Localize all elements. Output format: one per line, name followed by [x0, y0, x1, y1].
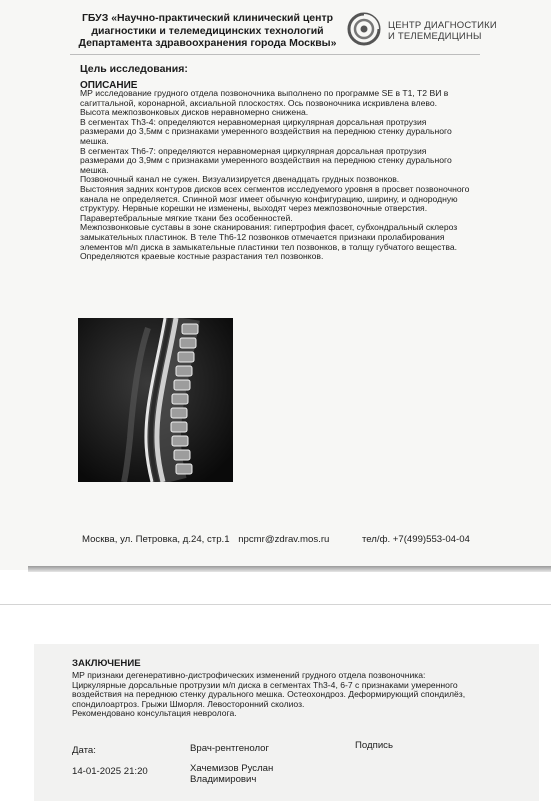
description-paragraph: Позвоночный канал не сужен. Визуализируется двенадцать грудных позвонков.: [80, 174, 400, 185]
ctd-logo-icon: [347, 12, 381, 46]
date-label: Дата:: [72, 745, 96, 756]
description-paragraph: Высота межпозвонковых дисков неравномерно снижена.: [80, 107, 309, 118]
page-separator: [0, 604, 551, 605]
doctor-name-line: Хачемизов Руслан: [190, 763, 274, 774]
conclusion-paragraph: МР признаки дегенеративно-дистрофических изменений грудного отдела позвоночника:: [72, 670, 426, 680]
org-line: ГБУЗ «Научно-практический клинический центр: [81, 12, 334, 24]
logo-text: [388, 20, 528, 42]
conclusion-paragraph: Рекомендовано консультация невролога.: [72, 708, 237, 719]
signature-label: Подпись: [355, 740, 393, 751]
description-paragraph: МР исследование грудного отдела позвоночника выполнено по программе SE в T1, T2 ВИ в сагиттальной, коронарной, аксиальной плоскостях. Ось позвоночника искривлена влево.: [80, 88, 449, 108]
description-paragraph: В сегментах Th6-7: определяются неравномерная циркулярная дорсальная протрузия размерами до 3,9мм с признаками умеренного воздействия на переднюю стенку дурального мешка.: [80, 145, 452, 175]
header-divider: [70, 54, 480, 55]
page-edge-shadow: [28, 566, 551, 572]
description-paragraph: Межпозвонковые суставы в зоне сканирования: гипертрофия фасет, субхондральный склероз замыкательных пластинок. В теле Th6-12 позвонков отмечается признаки пролабирования элементов м/п диска в замыкательные пластинки тел позвонков, в толщу губчатого вещества.: [80, 222, 458, 252]
description-paragraph: Определяются краевые костные разрастания тел позвонков.: [80, 251, 324, 262]
description-paragraph: Выстояния задних контуров дисков всех сегментов исследуемого уровня в просвет позвоночного канала не определяется. Спинной мозг имеет обычную конфигурацию, ширину, и однородную структуру. Нервные корешки не изменены, выходят через межпозвоночные отверстия. Паравертебральные мягкие ткани без особенностей.: [80, 183, 470, 223]
description-body: [80, 89, 472, 262]
org-line: диагностики и телемедицинских технологий: [91, 24, 324, 37]
org-line: Департамента здравоохранения города Москвы»: [78, 37, 337, 49]
doctor-role: Врач-рентгенолог: [190, 743, 270, 754]
footer-contacts: [82, 534, 335, 545]
logo-line: И ТЕЛЕМЕДИЦИНЫ: [388, 31, 482, 42]
conclusion-paragraph: Циркулярные дорсальные протрузии м/п диска в сегментах Th3-4, 6-7 с признаками умеренного воздействия на переднюю стенку дурального мешка. Остеохондроз. Деформирующий спондилёз, спондилоартроз. Грыжи Шморля. Левосторонний сколиоз.: [72, 679, 466, 709]
purpose-heading: Цель исследования:: [80, 63, 188, 75]
mri-sagittal-image: [78, 318, 233, 482]
mri-spine-graphic: [78, 318, 233, 482]
footer-email[interactable]: npcmr@zdrav.mos.ru: [238, 534, 330, 545]
footer-address: Москва, ул. Петровка, д.24, стр.1: [82, 534, 230, 545]
conclusion-body: [72, 671, 482, 719]
footer-phone: тел/ф. +7(499)553-04-04: [362, 534, 470, 545]
description-paragraph: В сегментах Th3-4: определяются неравномерная циркулярная дорсальная протрузия размерами до 3,5мм с признаками умеренного воздействия на переднюю стенку дурального мешка.: [80, 116, 452, 146]
logo-line: ЦЕНТР ДИАГНОСТИКИ: [388, 20, 497, 31]
description-heading: ОПИСАНИЕ: [80, 80, 138, 91]
doctor-name: [190, 763, 273, 785]
doctor-name-line: Владимирович: [190, 774, 257, 785]
organization-name: [70, 12, 345, 50]
date-value: 14-01-2025 21:20: [72, 766, 148, 777]
conclusion-heading: ЗАКЛЮЧЕНИЕ: [72, 658, 141, 669]
